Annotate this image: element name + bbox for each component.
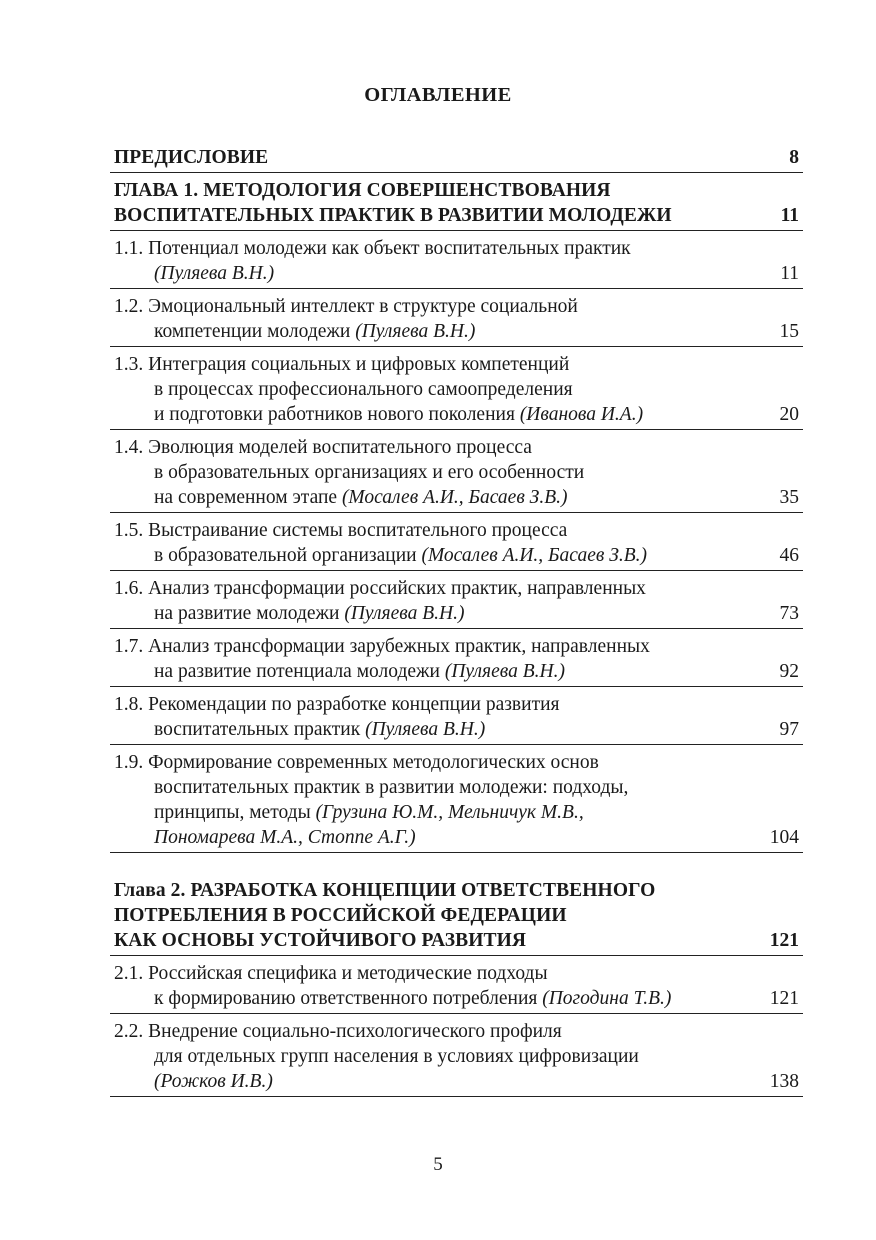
entry-title-line: 1.9. Формирование современных методологических основ <box>114 752 599 773</box>
entry-title-line: для отдельных групп населения в условиях цифровизации <box>154 1046 639 1067</box>
page-ref: 97 <box>779 719 799 740</box>
toc-entry-1-3[interactable] <box>110 347 803 430</box>
entry-title-line: принципы, методы <box>154 802 316 823</box>
entry-title-line: ПОТРЕБЛЕНИЯ В РОССИЙСКОЙ ФЕДЕРАЦИИ <box>114 905 567 926</box>
page-ref: 20 <box>779 404 799 425</box>
entry-author: (Грузина Ю.М., Мельничук М.В., <box>315 802 584 823</box>
entry-title-line: 1.5. Выстраивание системы воспитательного процесса <box>114 520 568 541</box>
toc-entry-1-2[interactable] <box>110 289 803 347</box>
entry-title-line: 1.8. Рекомендации по разработке концепции развития <box>114 694 560 715</box>
entry-title-line: 1.4. Эволюция моделей воспитательного процесса <box>114 437 532 458</box>
page-ref: 8 <box>789 147 799 168</box>
page-ref: 121 <box>769 930 799 951</box>
entry-title-line: воспитательных практик <box>154 719 366 740</box>
entry-title-line: ГЛАВА 1. МЕТОДОЛОГИЯ СОВЕРШЕНСТВОВАНИЯ <box>114 180 611 201</box>
toc-entry-1-4[interactable] <box>110 430 803 513</box>
entry-title-line: на развитие потенциала молодежи <box>154 661 445 682</box>
entry-title-line: Глава 2. РАЗРАБОТКА КОНЦЕПЦИИ ОТВЕТСТВЕННОГО <box>114 880 656 901</box>
toc-entry-1-7[interactable] <box>110 629 803 687</box>
entry-title-line: 1.3. Интеграция социальных и цифровых компетенций <box>114 354 570 375</box>
toc-entry-1-6[interactable] <box>110 571 803 629</box>
entry-author: (Мосалев А.И., Басаев З.В.) <box>341 487 568 508</box>
entry-title-line: 1.1. Потенциал молодежи как объект воспитательных практик <box>114 238 631 259</box>
page-ref: 138 <box>769 1071 799 1092</box>
page-ref: 15 <box>779 321 799 342</box>
entry-author: (Пуляева В.Н.) <box>444 661 565 682</box>
entry-title-line: и подготовки работников нового поколения <box>154 404 520 425</box>
toc-entry-chapter-2[interactable] <box>110 873 803 956</box>
toc-entry-1-5[interactable] <box>110 513 803 571</box>
entry-title-line: на современном этапе <box>154 487 342 508</box>
toc-entry-1-8[interactable] <box>110 687 803 745</box>
page-ref: 46 <box>779 545 799 566</box>
page-ref: 104 <box>769 827 799 848</box>
entry-title-line: 2.2. Внедрение социально-психологического профиля <box>114 1021 562 1042</box>
entry-title-line: 1.7. Анализ трансформации зарубежных практик, направленных <box>114 636 650 657</box>
entry-author: (Иванова И.А.) <box>519 404 644 425</box>
entry-author: (Погодина Т.В.) <box>542 988 672 1009</box>
entry-title-line: 1.2. Эмоциональный интеллект в структуре социальной <box>114 296 578 317</box>
entry-title-line: в образовательных организациях и его особенности <box>154 462 585 483</box>
toc-entry-1-9[interactable] <box>110 745 803 853</box>
entry-title-line: КАК ОСНОВЫ УСТОЙЧИВОГО РАЗВИТИЯ <box>114 930 527 951</box>
entry-author: (Пуляева В.Н.) <box>154 263 275 284</box>
entry-title-line: в процессах профессионального самоопределения <box>154 379 573 400</box>
toc-entry-chapter-1[interactable] <box>110 173 803 231</box>
entry-title-line: ВОСПИТАТЕЛЬНЫХ ПРАКТИК В РАЗВИТИИ МОЛОДЕЖИ <box>114 205 672 226</box>
page-ref: 11 <box>780 205 799 226</box>
page-ref: 35 <box>779 487 799 508</box>
entry-title-line: 1.6. Анализ трансформации российских практик, направленных <box>114 578 646 599</box>
entry-author: (Мосалев А.И., Басаев З.В.) <box>421 545 648 566</box>
toc-entry-1-1[interactable] <box>110 231 803 289</box>
entry-author: (Пуляева В.Н.) <box>365 719 486 740</box>
entry-title-line: компетенции молодежи <box>154 321 356 342</box>
page-ref: 11 <box>780 263 799 284</box>
page-ref: 121 <box>769 988 799 1009</box>
entry-title-line: на развитие молодежи <box>154 603 345 624</box>
entry-author: (Пуляева В.Н.) <box>344 603 465 624</box>
entry-author: (Пуляева В.Н.) <box>355 321 476 342</box>
page-ref: 73 <box>779 603 799 624</box>
entry-author: Пономарева М.А., Стоппе А.Г.) <box>154 827 416 848</box>
entry-title-line: воспитательных практик в развитии молодежи: подходы, <box>154 777 629 798</box>
entry-title-line: к формированию ответственного потребления <box>154 988 543 1009</box>
toc-entry-2-1[interactable] <box>110 956 803 1014</box>
page-number: 5 <box>433 1154 443 1175</box>
toc-entry-2-2[interactable] <box>110 1014 803 1097</box>
page-title: ОГЛАВЛЕНИЕ <box>364 84 512 106</box>
toc-entry-preface[interactable] <box>110 140 803 173</box>
page-ref: 92 <box>779 661 799 682</box>
entry-author: (Рожков И.В.) <box>154 1071 273 1092</box>
entry-title-line: ПРЕДИСЛОВИЕ <box>114 147 269 168</box>
table-of-contents <box>110 140 803 1097</box>
entry-title-line: 2.1. Российская специфика и методические подходы <box>114 963 548 984</box>
entry-title-line: в образовательной организации <box>154 545 422 566</box>
